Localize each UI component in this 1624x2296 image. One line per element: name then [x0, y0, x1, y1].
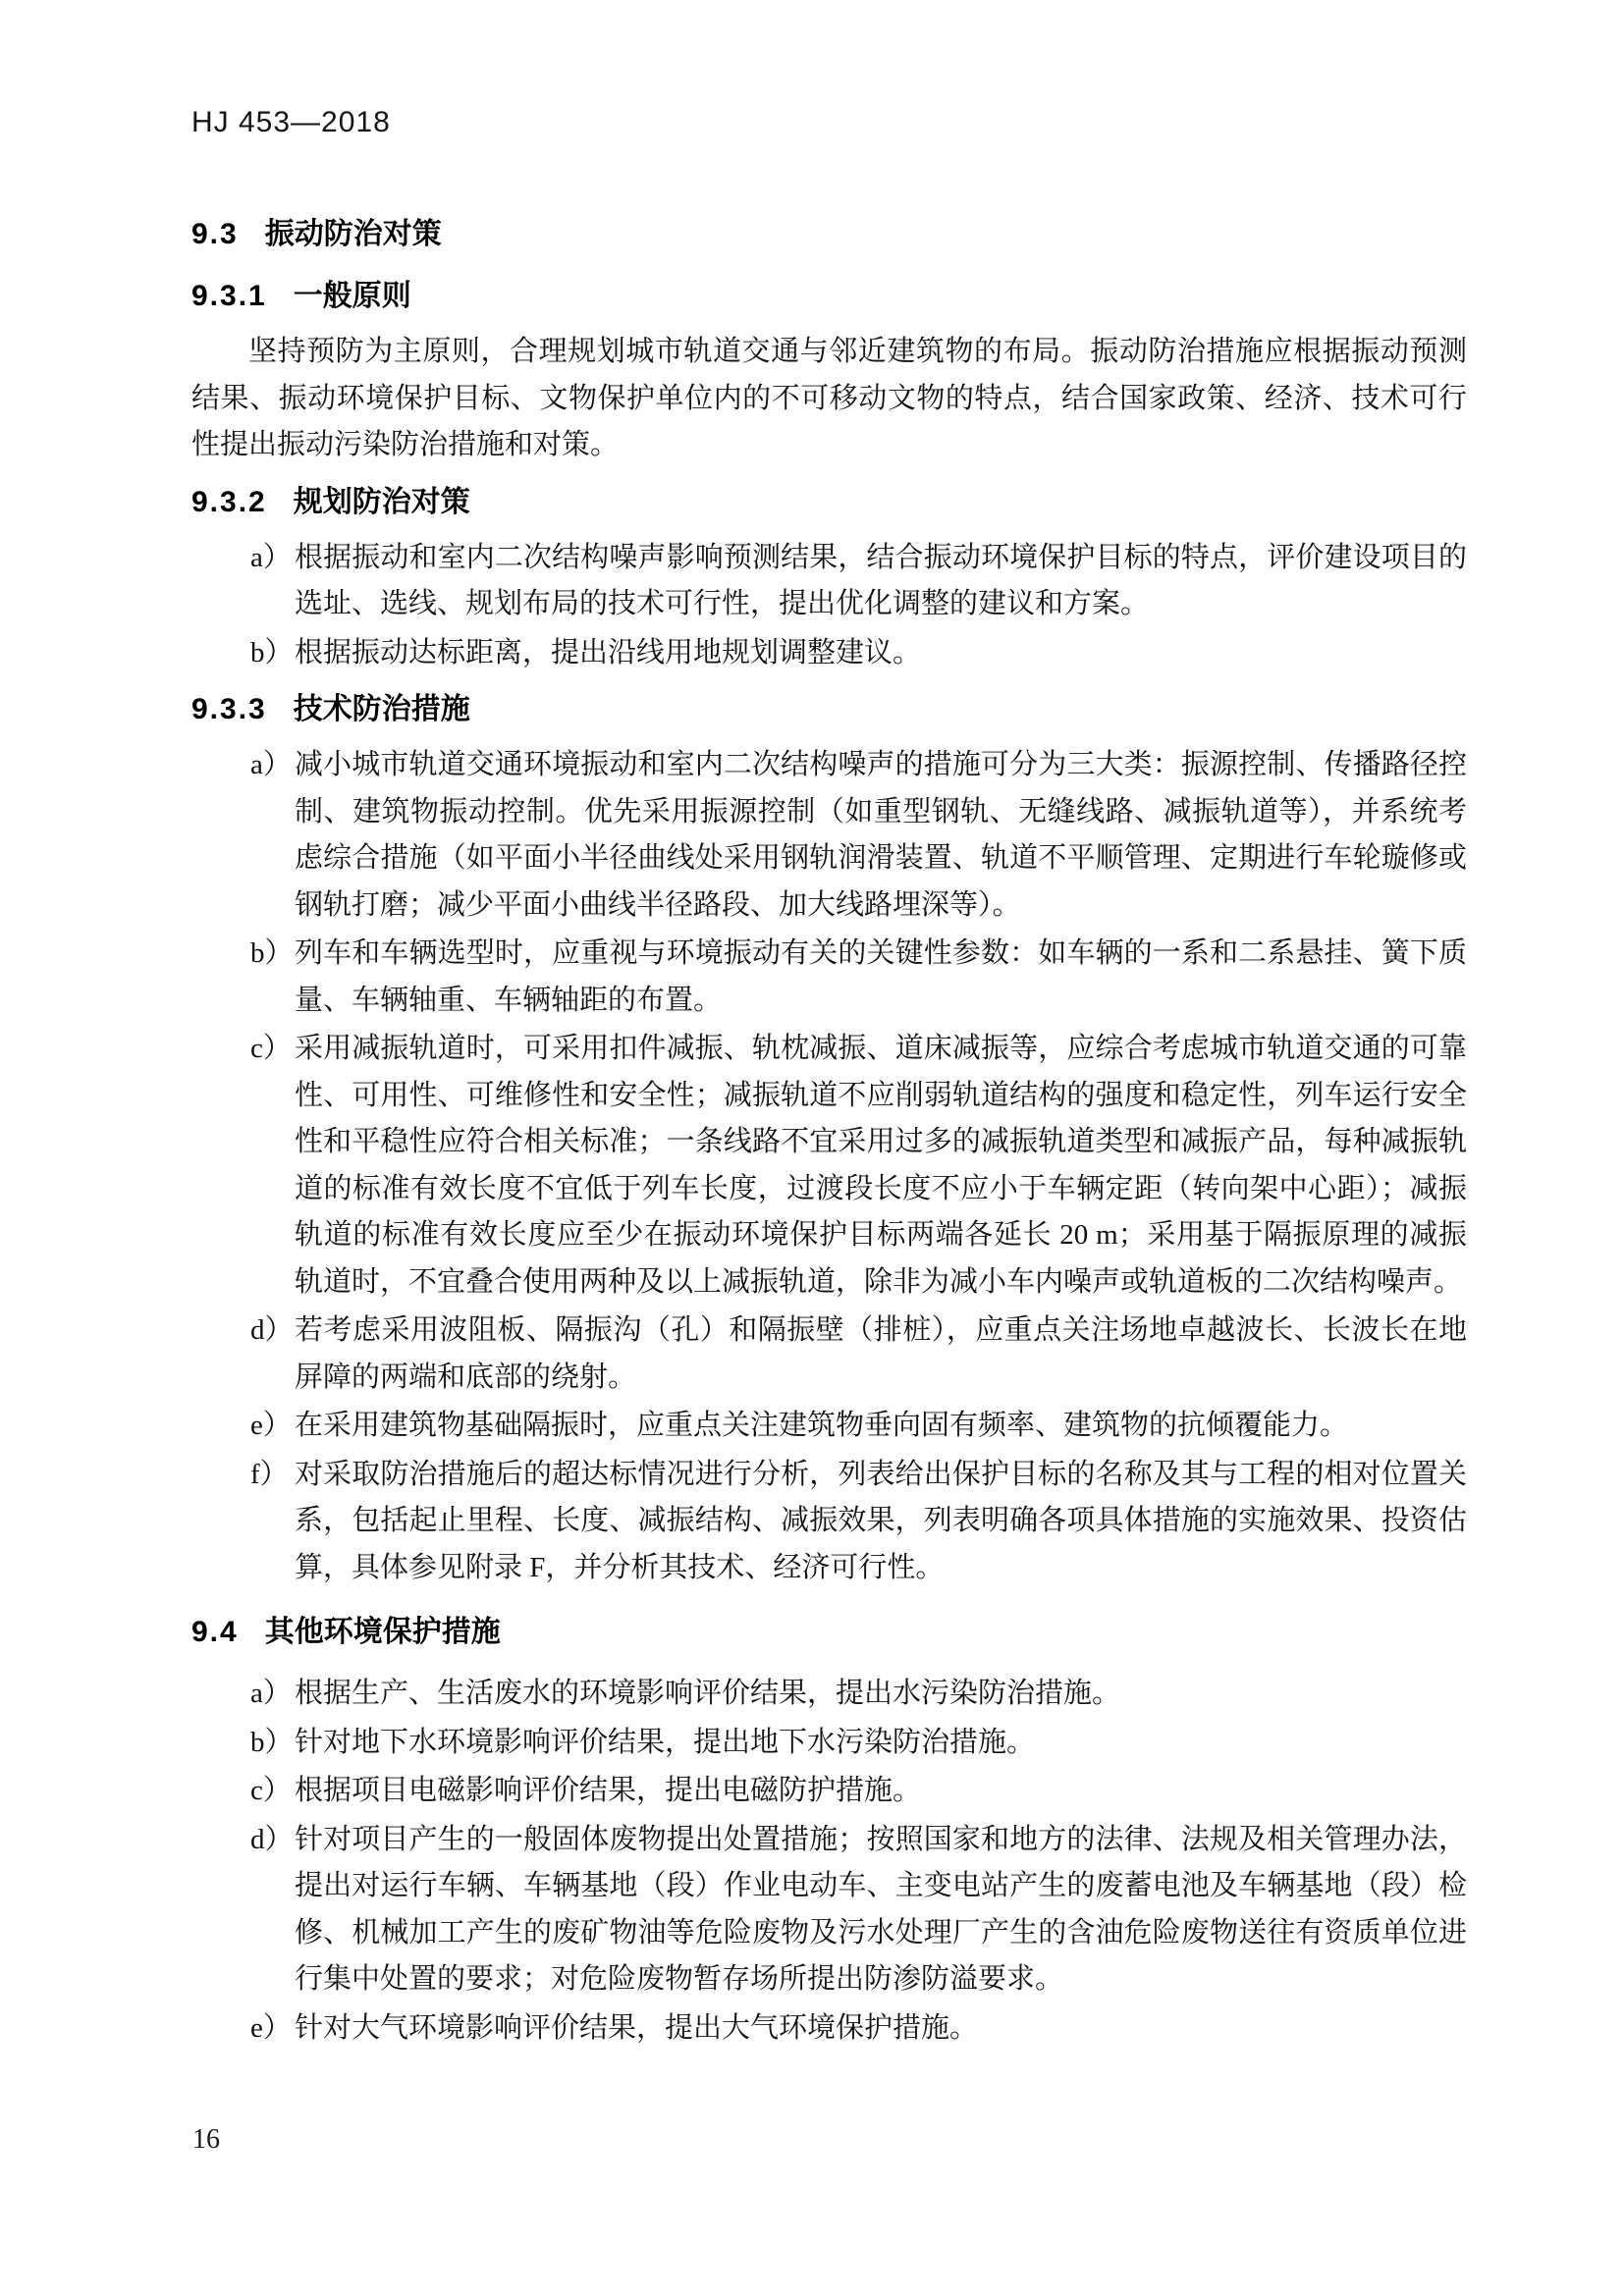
list-item-text: 针对项目产生的一般固体废物提出处置措施；按照国家和地方的法律、法规及相关管理办法，提出对运行车辆、车辆基地（段）作业电动车、主变电站产生的废蓄电池及车辆基地（段）检修、机械加工产生的废矿物油等危险废物及污水处理厂产生的含油危险废物送往有资质单位进行集中处置的要求；对危险废物暂存场所提出防渗防溢要求。 — [295, 1823, 1467, 1995]
list-item-label: a） — [250, 749, 292, 780]
list-item-label: d） — [250, 1314, 294, 1346]
heading-title: 规划防治对策 — [293, 485, 470, 518]
list-item-label: b） — [250, 937, 294, 969]
list-item-label: c） — [250, 1033, 292, 1064]
list-item — [191, 1720, 1467, 1767]
heading-title: 技术防治措施 — [293, 693, 470, 725]
list-item — [191, 1308, 1467, 1401]
list-item-text: 列车和车辆选型时，应重视与环境振动有关的关键性参数：如车辆的一系和二系悬挂、簧下质量、车辆轴重、车辆轴距的布置。 — [295, 937, 1467, 1016]
section-heading-9-3-3 — [191, 686, 1467, 732]
list-item-text: 针对大气环境影响评价结果，提出大气环境保护措施。 — [295, 2011, 979, 2044]
list-item-text: 根据振动达标距离，提出沿线用地规划调整建议。 — [295, 636, 922, 668]
list-item — [191, 1403, 1467, 1450]
heading-title: 其他环境保护措施 — [264, 1616, 501, 1648]
list-item — [191, 2005, 1467, 2053]
list-item-label: a） — [250, 1678, 292, 1709]
section-heading-9-4 — [191, 1609, 1467, 1655]
list-item — [191, 1452, 1467, 1592]
list-item-text: 对采取防治措施后的超达标情况进行分析，列表给出保护目标的名称及其与工程的相对位置关系，包括起止里程、长度、减振结构、减振效果，列表明确各项具体措施的实施效果、投资估算，具体参见附录 F，并分析其技术、经济可行性。 — [295, 1458, 1467, 1583]
list-item-label: e） — [250, 2011, 292, 2044]
heading-number: 9.3 — [191, 218, 239, 250]
list-item — [191, 1817, 1467, 2003]
body-paragraph: 坚持预防为主原则，合理规划城市轨道交通与邻近建筑物的布局。振动防治措施应根据振动预测结果、振动环境保护目标、文物保护单位内的不可移动文物的特点，结合国家政策、经济、技术可行性提出振动污染防治措施和对策。 — [191, 336, 1467, 460]
section-heading-9-3-1 — [191, 273, 1467, 319]
heading-number: 9.4 — [191, 1616, 239, 1648]
list-item — [191, 1671, 1467, 1718]
list-item — [191, 535, 1467, 628]
document-header: HJ 453—2018 — [191, 106, 391, 138]
list-item-text: 采用减振轨道时，可采用扣件减振、轨枕减振、道床减振等，应综合考虑城市轨道交通的可靠性、可用性、可维修性和安全性；减振轨道不应削弱轨道结构的强度和稳定性，列车运行安全性和平稳性应符合相关标准；一条线路不宜采用过多的减振轨道类型和减振产品，每种减振轨道的标准有效长度不宜低于列车长度，过渡段长度不应小于车辆定距（转向架中心距）；减振轨道的标准有效长度应至少在振动环境保护目标两端各延长 20 m；采用基于隔振原理的减振轨道时，不宜叠合使用两种及以上减振轨道，除非为减小车内噪声或轨道板的二次结构噪声。 — [295, 1033, 1467, 1298]
section-heading-9-3 — [191, 211, 1467, 257]
list-item-label: b） — [250, 636, 294, 668]
list-item-text: 减小城市轨道交通环境振动和室内二次结构噪声的措施可分为三大类：振源控制、传播路径控制、建筑物振动控制。优先采用振源控制（如重型钢轨、无缝线路、减振轨道等），并系统考虑综合措施（如平面小半径曲线处采用钢轨润滑装置、轨道不平顺管理、定期进行车轮璇修或钢轨打磨；减少平面小曲线半径路段、加大线路埋深等）。 — [295, 749, 1467, 921]
list-item-text: 若考虑采用波阻板、隔振沟（孔）和隔振壁（排桩），应重点关注场地卓越波长、长波长在地屏障的两端和底部的绕射。 — [295, 1314, 1467, 1393]
heading-title: 振动防治对策 — [264, 218, 442, 250]
list-item — [191, 931, 1467, 1024]
list-item-label: b） — [250, 1726, 294, 1758]
list-9-4 — [191, 1671, 1467, 2052]
list-item-label: c） — [250, 1775, 292, 1806]
list-9-3-2 — [191, 535, 1467, 677]
list-9-3-3 — [191, 742, 1467, 1591]
heading-number: 9.3.3 — [191, 693, 267, 725]
list-item-text: 根据振动和室内二次结构噪声影响预测结果，结合振动环境保护目标的特点，评价建设项目的选址、选线、规划布局的技术可行性，提出优化调整的建议和方案。 — [295, 541, 1467, 619]
list-item — [191, 742, 1467, 929]
heading-number: 9.3.2 — [191, 485, 267, 518]
page-number: 16 — [192, 2124, 220, 2155]
list-item-text: 根据项目电磁影响评价结果，提出电磁防护措施。 — [295, 1775, 922, 1806]
list-item — [191, 630, 1467, 677]
list-item-text: 针对地下水环境影响评价结果，提出地下水污染防治措施。 — [295, 1726, 1036, 1758]
list-item-text: 根据生产、生活废水的环境影响评价结果，提出水污染防治措施。 — [295, 1678, 1121, 1709]
list-item-text: 在采用建筑物基础隔振时，应重点关注建筑物垂向固有频率、建筑物的抗倾覆能力。 — [295, 1410, 1349, 1441]
list-item-label: e） — [250, 1410, 292, 1441]
heading-number: 9.3.1 — [191, 280, 267, 312]
heading-title: 一般原则 — [293, 280, 411, 312]
list-item — [191, 1768, 1467, 1815]
list-item — [191, 1026, 1467, 1306]
list-item-label: f） — [250, 1458, 289, 1490]
section-heading-9-3-2 — [191, 479, 1467, 525]
list-item-label: d） — [250, 1823, 294, 1855]
list-item-label: a） — [250, 541, 292, 573]
